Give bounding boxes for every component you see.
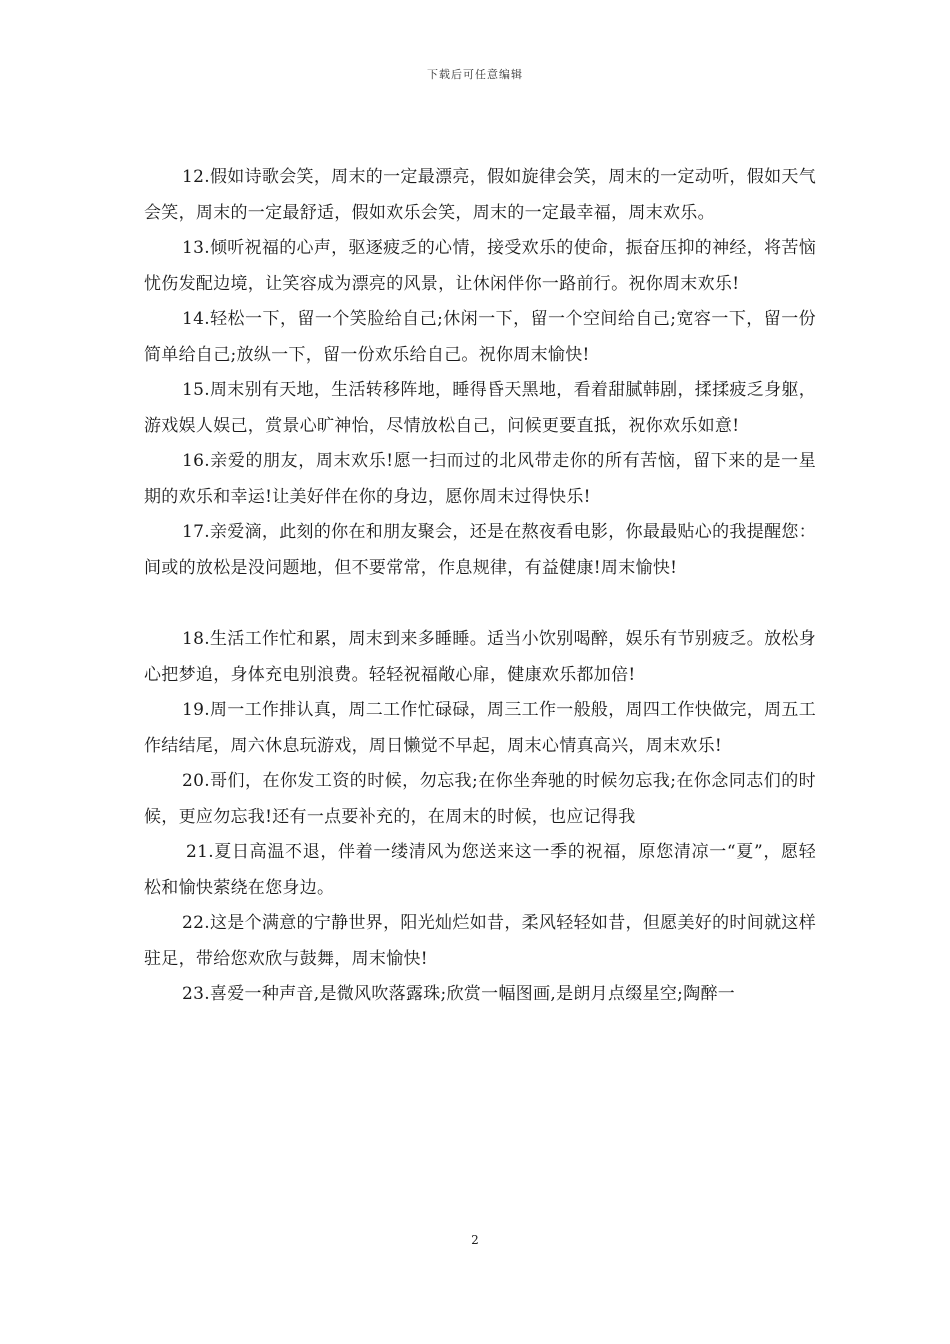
paragraph-19: 19.周一工作排认真，周二工作忙碌碌，周三工作一般般，周四工作快做完，周五工作结结尾，周六休息玩游戏，周日懒觉不早起，周末心情真高兴，周末欢乐! (144, 700, 816, 756)
page-number: 2 (471, 1233, 479, 1247)
paragraph-22: 22.这是个满意的宁静世界，阳光灿烂如昔，柔风轻轻如昔，但愿美好的时间就这样驻足，带给您欢欣与鼓舞，周末愉快! (144, 913, 816, 969)
paragraph-16: 16.亲爱的朋友，周末欢乐!愿一扫而过的北风带走你的所有苦恼，留下来的是一星期的欢乐和幸运!让美好伴在你的身边，愿你周末过得快乐! (144, 451, 816, 507)
page-header: 下载后可任意编辑 (427, 68, 523, 81)
paragraph-13: 13.倾听祝福的心声，驱逐疲乏的心情，接受欢乐的使命，振奋压抑的神经，将苦恼忧伤发配边境，让笑容成为漂亮的风景，让休闲伴你一路前行。祝你周末欢乐! (144, 238, 816, 294)
paragraph-20: 20.哥们，在你发工资的时候，勿忘我;在你坐奔驰的时候勿忘我;在你念同志们的时候，更应勿忘我!还有一点要补充的，在周末的时候，也应记得我 (144, 771, 816, 827)
paragraph-21: 21.夏日高温不退，伴着一缕清风为您送来这一季的祝福，原您清凉一“夏”，愿轻松和愉快萦绕在您身边。 (144, 842, 816, 898)
paragraph-12: 12.假如诗歌会笑，周末的一定最漂亮，假如旋律会笑，周末的一定动听，假如天气会笑，周末的一定最舒适，假如欢乐会笑，周末的一定最幸福，周末欢乐。 (144, 167, 816, 223)
paragraph-17: 17.亲爱滴，此刻的你在和朋友聚会，还是在熬夜看电影，你最最贴心的我提醒您：间或的放松是没问题地，但不要常常，作息规律，有益健康!周末愉快! (144, 522, 816, 578)
paragraph-15: 15.周末别有天地，生活转移阵地，睡得昏天黑地，看着甜腻韩剧，揉揉疲乏身躯，游戏娱人娱己，赏景心旷神怡，尽情放松自己，问候更要直抵，祝你欢乐如意! (144, 380, 816, 436)
paragraph-23: 23.喜爱一种声音,是微风吹落露珠;欣赏一幅图画,是朗月点缀星空;陶醉一 (182, 984, 736, 1004)
paragraph-14: 14.轻松一下，留一个笑脸给自己;休闲一下，留一个空间给自己;宽容一下，留一份简单给自己;放纵一下，留一份欢乐给自己。祝你周末愉快! (144, 309, 816, 365)
paragraph-18: 18.生活工作忙和累，周末到来多睡睡。适当小饮别喝醉，娱乐有节别疲乏。放松身心把梦追，身体充电别浪费。轻轻祝福敞心扉，健康欢乐都加倍! (144, 629, 816, 685)
body-text (144, 160, 816, 1013)
